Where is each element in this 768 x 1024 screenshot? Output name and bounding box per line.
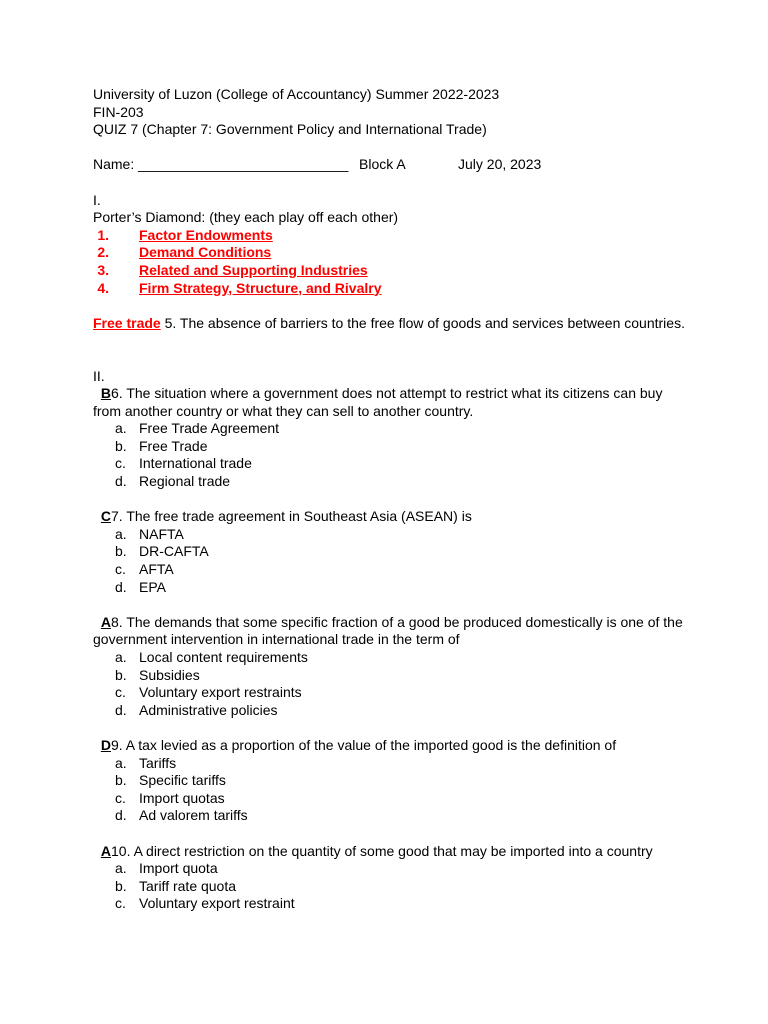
option-letter: b. [115, 877, 127, 894]
list-item: 4. Firm Strategy, Structure, and Rivalry [97, 279, 382, 296]
option-text: International trade [139, 455, 252, 472]
option-letter: c. [115, 789, 126, 806]
option-list [93, 755, 693, 825]
name-block-date-row [93, 156, 693, 174]
question-5-text: 5. The absence of barriers to the free flow of goods and services between countries. [160, 314, 685, 331]
option-letter: b. [115, 666, 127, 683]
option-text: EPA [139, 578, 166, 595]
option-item [93, 455, 693, 473]
option-list [93, 526, 693, 596]
question-stem [93, 737, 693, 755]
question-5 [93, 315, 693, 333]
question-block [93, 737, 693, 843]
option-text: NAFTA [139, 525, 184, 542]
option-letter: b. [115, 772, 127, 789]
option-item [93, 438, 693, 456]
name-field-label: Name: ___________________________ [93, 156, 349, 173]
question-text: 7. The free trade agreement in Southeast Asia (ASEAN) is [111, 508, 472, 525]
option-item [93, 526, 693, 544]
section-1-intro: Porter’s Diamond: (they each play off each other) [93, 209, 399, 226]
option-letter: a. [115, 649, 127, 665]
quiz-document [93, 86, 693, 913]
question-block [93, 843, 693, 913]
question-block [93, 385, 693, 508]
option-text: Tariff rate quota [139, 877, 237, 894]
option-text: Free Trade [139, 437, 208, 454]
option-list [93, 860, 693, 913]
option-text: AFTA [139, 561, 174, 578]
option-item [93, 790, 693, 808]
option-letter: a. [115, 525, 127, 542]
answer-5: Free trade [93, 314, 161, 331]
section-1-numeral: I. [93, 191, 101, 208]
option-item [93, 543, 693, 561]
option-letter: c. [115, 895, 126, 912]
list-item: 2. Demand Conditions [97, 244, 272, 261]
question-block [93, 508, 693, 614]
option-text: DR-CAFTA [139, 543, 209, 560]
option-text: Import quota [139, 860, 218, 877]
question-text: 9. A tax levied as a proportion of the value of the imported good is the definition of [111, 736, 617, 753]
option-letter: d. [115, 473, 127, 490]
answer-blank: A [100, 842, 111, 859]
answer-blank: A [100, 613, 111, 630]
option-text: Import quotas [139, 789, 225, 806]
option-item [93, 649, 693, 667]
question-text: 6. The situation where a government does not attempt to restrict what its citizens can buy from another country or what they can sell to another country. [93, 385, 663, 419]
option-letter: d. [115, 807, 127, 824]
list-item: 1. Factor Endowments [97, 226, 273, 243]
option-item [93, 667, 693, 685]
question-stem [93, 385, 693, 420]
header-course: FIN-203 [93, 103, 144, 120]
option-item [93, 807, 693, 825]
question-stem [93, 614, 693, 649]
option-item [93, 579, 693, 597]
list-item: 3. Related and Supporting Industries [97, 261, 368, 278]
answer-blank: B [100, 385, 111, 402]
option-letter: d. [115, 578, 127, 595]
option-letter: a. [115, 754, 127, 771]
option-list [93, 649, 693, 719]
option-letter: c. [115, 455, 126, 472]
option-letter: b. [115, 543, 127, 560]
option-text: Voluntary export restraint [139, 895, 295, 912]
option-text: Regional trade [139, 473, 231, 490]
option-item [93, 420, 693, 438]
option-letter: d. [115, 701, 127, 718]
question-stem [93, 508, 693, 526]
option-letter: c. [115, 684, 126, 701]
option-text: Subsidies [139, 666, 200, 683]
section-2-numeral: II. [93, 367, 105, 384]
option-item [93, 895, 693, 913]
option-item [93, 878, 693, 896]
option-text: Free Trade Agreement [139, 420, 280, 437]
header-quiz-title: QUIZ 7 (Chapter 7: Government Policy and International Trade) [93, 121, 487, 138]
option-text: Local content requirements [139, 649, 308, 665]
option-list [93, 420, 693, 490]
option-item [93, 684, 693, 702]
option-item [93, 473, 693, 491]
option-text: Ad valorem tariffs [139, 807, 248, 824]
option-text: Administrative policies [139, 701, 278, 718]
question-block [93, 614, 693, 737]
question-text: 8. The demands that some specific fraction of a good be produced domestically is one of the government intervention in international trade in the term of [93, 613, 683, 648]
porters-diamond-list [93, 227, 693, 297]
option-item [93, 772, 693, 790]
answer-blank: D [100, 736, 111, 753]
option-text: Specific tariffs [139, 772, 226, 789]
question-text: 10. A direct restriction on the quantity of some good that may be imported into a country [111, 842, 653, 859]
option-letter: c. [115, 561, 126, 578]
option-letter: b. [115, 437, 127, 454]
option-item [93, 860, 693, 878]
option-letter: a. [115, 420, 127, 437]
option-item [93, 755, 693, 773]
question-stem [93, 843, 693, 861]
option-text: Voluntary export restraints [139, 684, 302, 701]
option-item [93, 561, 693, 579]
date-label: July 20, 2023 [458, 156, 542, 173]
answer-blank: C [100, 508, 111, 525]
question-list [93, 385, 693, 913]
option-item [93, 702, 693, 720]
block-label: Block A [359, 156, 406, 173]
option-text: Tariffs [139, 754, 177, 771]
option-letter: a. [115, 860, 127, 877]
header-university: University of Luzon (College of Accountancy) Summer 2022-2023 [93, 86, 500, 102]
